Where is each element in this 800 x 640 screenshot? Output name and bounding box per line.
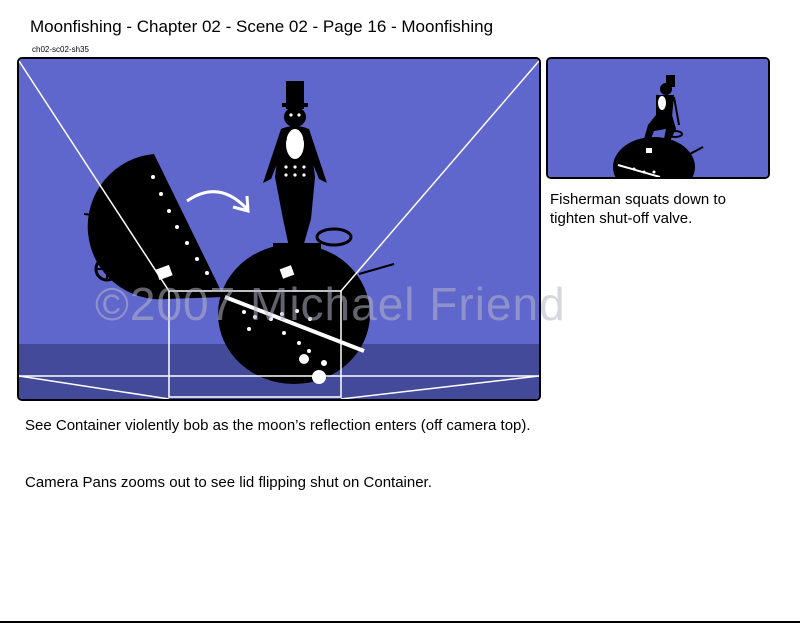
side-panel-caption: Fisherman squats down to tighten shut-off valve. — [550, 191, 726, 227]
side-storyboard-panel — [546, 57, 770, 179]
watermark: ©2007 Michael Friend — [95, 278, 566, 330]
camera-note: Camera Pans zooms out to see lid flipping shut on Container. — [25, 474, 432, 491]
shot-id: ch02-sc02-sh35 — [32, 45, 89, 54]
side-panel-drawing — [548, 59, 768, 177]
action-note: See Container violently bob as the moon’s reflection enters (off camera top). — [25, 417, 531, 434]
footer-divider — [0, 621, 800, 623]
main-panel-drawing — [19, 59, 539, 399]
main-storyboard-panel — [17, 57, 541, 401]
page-title: Moonfishing - Chapter 02 - Scene 02 - Page 16 - Moonfishing — [30, 17, 494, 36]
